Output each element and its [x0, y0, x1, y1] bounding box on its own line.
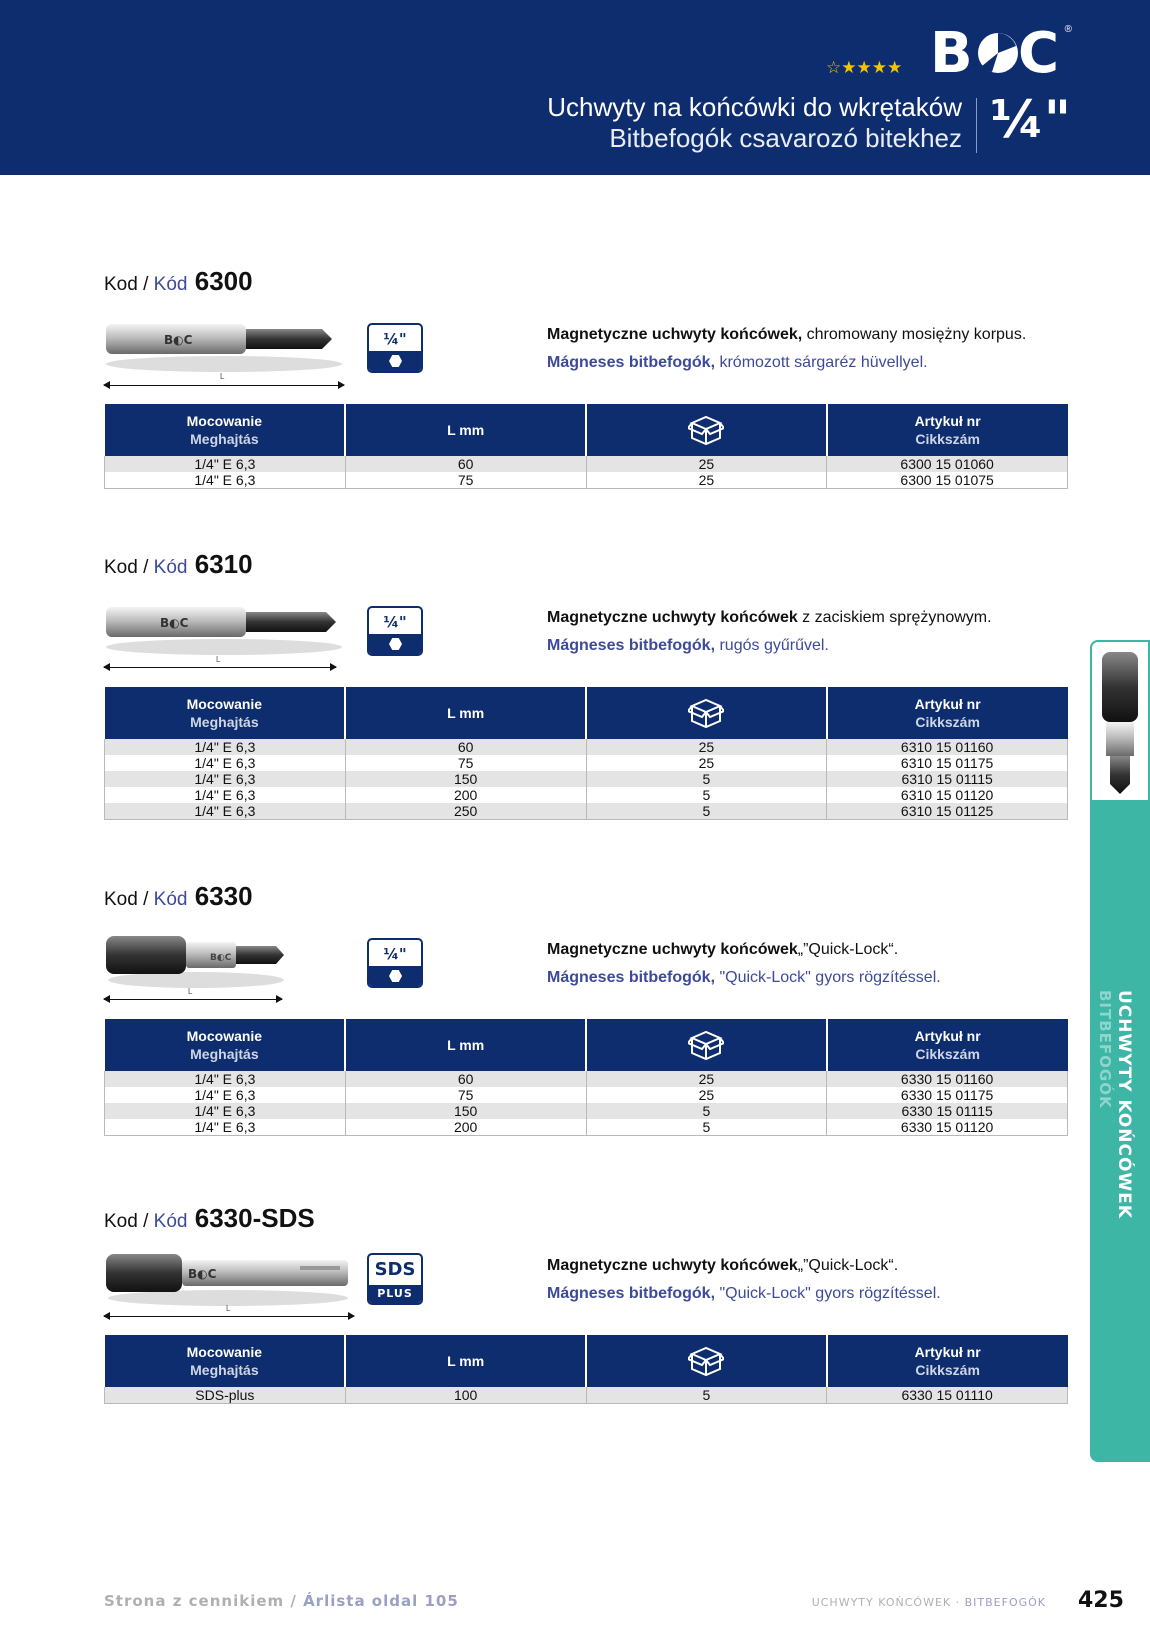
col-mount: Mocowanie Meghajtás [105, 404, 346, 456]
page-number: 425 [1078, 1588, 1124, 1613]
dimension-label: L [220, 372, 225, 381]
col-pack [586, 1335, 827, 1387]
desc-hu: rugós gyűrűvel. [715, 637, 829, 654]
desc-pl-bold: Magnetyczne uchwyty końcówek [547, 1257, 798, 1274]
bit-holder-icon [104, 320, 348, 382]
rating-stars: ☆★★★★ [826, 58, 903, 78]
sds-plus-badge [367, 1253, 423, 1305]
footer-right-pl: UCHWYTY KOŃCÓWEK · [811, 1596, 965, 1609]
quick-lock-holder-icon [104, 934, 294, 996]
product-code: 6330 [194, 881, 253, 911]
side-tab-label-hu: BITBEFOGÓK [1096, 990, 1114, 1109]
col-length: L mm [345, 1019, 586, 1071]
page-title [547, 92, 962, 154]
col-article: Artykuł nr Cikkszám [827, 687, 1068, 739]
side-tab-image [1090, 640, 1150, 802]
dimension-line [104, 1316, 354, 1317]
product-table-6330-sds [104, 1335, 1068, 1404]
desc-hu-bold: Mágneses bitbefogók, [547, 354, 716, 371]
table-row: 1/4" E 6,3 75 25 6330 15 01175 [105, 1087, 1068, 1103]
side-tab-label-pl: UCHWYTY KOŃCÓWEK [1114, 990, 1134, 1219]
product-table-6330 [104, 1019, 1068, 1136]
col-pack [586, 1019, 827, 1071]
kod-label-pl: Kod / [104, 889, 154, 910]
footer-right-hu: BITBEFOGÓK [964, 1596, 1046, 1609]
footer-category [812, 1596, 1046, 1609]
svg-text:B◐C: B◐C [164, 333, 193, 347]
product-code: 6310 [194, 549, 253, 579]
col-mount: Mocowanie Meghajtás [105, 1335, 346, 1387]
product-image-6310 [104, 603, 348, 670]
desc-pl-bold: Magnetyczne uchwyty końcówek, [547, 326, 803, 343]
dimension-label: L [226, 1304, 231, 1313]
desc-hu-bold: Mágneses bitbefogók, [547, 637, 716, 654]
col-length: L mm [345, 404, 586, 456]
dimension-line [104, 385, 344, 386]
badge-size: ¼" [383, 330, 407, 348]
desc-pl-bold: Magnetyczne uchwyty końcówek [547, 609, 798, 626]
registered-mark: ® [1064, 24, 1072, 35]
svg-text:B◐C: B◐C [160, 616, 189, 630]
svg-text:B◐C: B◐C [210, 953, 232, 963]
quarter-inch-badge [367, 606, 423, 656]
product-table-6310 [104, 687, 1068, 820]
desc-pl: „”Quick-Lock“. [797, 1257, 899, 1274]
desc-hu-bold: Mágneses bitbefogók, [547, 969, 716, 986]
box-icon [688, 1029, 724, 1061]
side-tab-label [1096, 990, 1142, 1280]
dimension-label: L [216, 655, 221, 664]
boc-logo-icon [930, 22, 1070, 80]
badge-size: ¼" [383, 613, 407, 631]
desc-pl: z zaciskiem sprężynowym. [797, 609, 992, 626]
kod-label-hu: Kód [153, 274, 193, 295]
quarter-inch-badge [367, 323, 423, 373]
col-pack [586, 687, 827, 739]
hex-icon [389, 970, 402, 982]
desc-pl: „”Quick-Lock“. [797, 941, 899, 958]
logo-letter-c: C [1018, 22, 1060, 80]
svg-text:B◐C: B◐C [188, 1267, 217, 1281]
table-row: 1/4" E 6,3 75 25 6300 15 01075 [105, 472, 1068, 489]
table-row: 1/4" E 6,3 150 5 6310 15 01115 [105, 771, 1068, 787]
table-row: 1/4" E 6,3 60 25 6300 15 01060 [105, 456, 1068, 472]
box-icon [688, 1345, 724, 1377]
col-article: Artykuł nr Cikkszám [827, 1335, 1068, 1387]
description-6330-sds [547, 1252, 941, 1308]
size-badge: ¼" [990, 90, 1071, 150]
desc-hu: "Quick-Lock" gyors rögzítéssel. [715, 1285, 941, 1302]
col-length: L mm [345, 1335, 586, 1387]
title-pl: Uchwyty na końcówki do wkrętaków [547, 92, 962, 122]
description-6300 [547, 321, 1026, 377]
desc-pl-bold: Magnetyczne uchwyty końcówek [547, 941, 798, 958]
box-icon [688, 414, 724, 446]
logo-letter-b: B [930, 22, 973, 80]
description-6310 [547, 604, 992, 660]
table-row: 1/4" E 6,3 200 5 6330 15 01120 [105, 1119, 1068, 1136]
desc-pl: chromowany mosiężny korpus. [802, 326, 1027, 343]
page-header [0, 0, 1150, 175]
table-row: 1/4" E 6,3 250 5 6310 15 01125 [105, 803, 1068, 820]
table-row: 1/4" E 6,3 60 25 6330 15 01160 [105, 1071, 1068, 1087]
badge-sds: SDS [374, 1259, 416, 1280]
description-6330 [547, 936, 941, 992]
footer-left-hu: Árlista oldal 105 [303, 1592, 459, 1610]
desc-hu: "Quick-Lock" gyors rögzítéssel. [715, 969, 941, 986]
dimension-label: L [188, 987, 193, 996]
bit-holder-vertical-icon [1092, 642, 1148, 800]
table-row: SDS-plus 100 5 6330 15 01110 [105, 1387, 1068, 1404]
table-row: 1/4" E 6,3 150 5 6330 15 01115 [105, 1103, 1068, 1119]
footer-price-list [104, 1592, 459, 1610]
dimension-line [104, 667, 336, 668]
product-table-6300 [104, 404, 1068, 489]
section-code-6300 [104, 266, 253, 297]
desc-hu: krómozott sárgaréz hüvellyel. [715, 354, 928, 371]
kod-label-hu: Kód [153, 557, 193, 578]
dimension-line [104, 999, 282, 1000]
kod-label-hu: Kód [153, 889, 193, 910]
table-row: 1/4" E 6,3 200 5 6310 15 01120 [105, 787, 1068, 803]
col-mount: Mocowanie Meghajtás [105, 1019, 346, 1071]
kod-label-hu: Kód [153, 1211, 193, 1232]
kod-label-pl: Kod / [104, 557, 154, 578]
header-divider [976, 98, 977, 153]
product-code: 6300 [194, 266, 253, 296]
product-image-6330 [104, 934, 294, 1001]
footer-left-pl: Strona z cennikiem / [104, 1592, 297, 1610]
col-mount: Mocowanie Meghajtás [105, 687, 346, 739]
hex-icon [389, 355, 402, 367]
box-icon [688, 697, 724, 729]
section-code-6330-sds [104, 1203, 315, 1234]
col-pack [586, 404, 827, 456]
title-hu: Bitbefogók csavarozó bitekhez [609, 123, 962, 153]
section-code-6330 [104, 881, 253, 912]
quarter-inch-badge [367, 938, 423, 988]
col-article: Artykuł nr Cikkszám [827, 1019, 1068, 1071]
bit-holder-icon [104, 603, 348, 665]
boc-logo [930, 22, 1070, 80]
product-code: 6330-SDS [194, 1203, 315, 1233]
section-code-6310 [104, 549, 253, 580]
kod-label-pl: Kod / [104, 274, 154, 295]
badge-size: ¼" [383, 945, 407, 963]
hex-icon [389, 638, 402, 650]
badge-plus: PLUS [369, 1285, 421, 1303]
product-image-6300 [104, 320, 348, 387]
kod-label-pl: Kod / [104, 1211, 154, 1232]
desc-hu-bold: Mágneses bitbefogók, [547, 1285, 716, 1302]
table-row: 1/4" E 6,3 60 25 6310 15 01160 [105, 739, 1068, 755]
col-length: L mm [345, 687, 586, 739]
table-row: 1/4" E 6,3 75 25 6310 15 01175 [105, 755, 1068, 771]
col-article: Artykuł nr Cikkszám [827, 404, 1068, 456]
